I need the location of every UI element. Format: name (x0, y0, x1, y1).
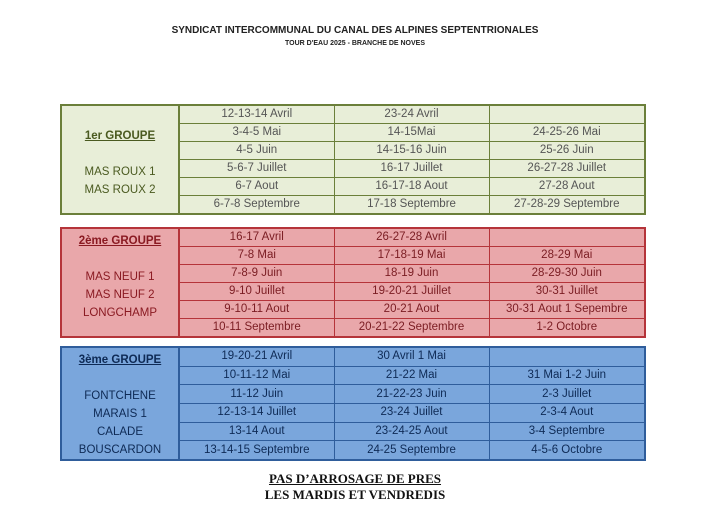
date-cell: 28-29 Mai (489, 247, 645, 265)
site-name: MAS ROUX 1 (84, 166, 156, 178)
date-cell: 4-5 Juin (179, 142, 334, 160)
date-cell: 26-27-28 Juillet (489, 160, 645, 178)
site-name: FONTCHENE (84, 390, 156, 402)
date-cell: 14-15Mai (334, 124, 489, 142)
date-cell: 21-22-23 Juin (334, 385, 489, 404)
date-cell: 23-24-25 Aout (334, 422, 489, 441)
date-cell: 19-20-21 Avril (179, 347, 334, 366)
site-name: MAS NEUF 2 (85, 289, 155, 301)
date-cell: 6-7 Aout (179, 178, 334, 196)
date-cell: 6-7-8 Septembre (179, 196, 334, 215)
date-cell: 25-26 Juin (489, 142, 645, 160)
date-cell: 28-29-30 Juin (489, 265, 645, 283)
date-cell: 4-5-6 Octobre (489, 441, 645, 460)
group-2-table (60, 227, 646, 338)
date-cell: 3-4-5 Mai (179, 124, 334, 142)
date-cell: 18-19 Juin (334, 265, 489, 283)
table-row (61, 347, 645, 366)
date-cell (489, 105, 645, 124)
date-cell: 16-17-18 Aout (334, 178, 489, 196)
date-cell: 31 Mai 1-2 Juin (489, 366, 645, 385)
date-cell: 19-20-21 Juillet (334, 283, 489, 301)
group-label-cell (61, 105, 179, 214)
date-cell: 5-6-7 Juillet (179, 160, 334, 178)
site-name: LONGCHAMP (82, 307, 158, 319)
date-cell: 9-10 Juillet (179, 283, 334, 301)
date-cell: 10-11 Septembre (179, 319, 334, 338)
date-cell: 13-14-15 Septembre (179, 441, 334, 460)
site-name: MAS NEUF 1 (85, 271, 155, 283)
date-cell: 3-4 Septembre (489, 422, 645, 441)
date-cell: 16-17 Avril (179, 228, 334, 247)
date-cell: 13-14 Aout (179, 422, 334, 441)
site-name: CALADE (96, 426, 144, 438)
date-cell: 27-28-29 Septembre (489, 196, 645, 215)
document-subtitle: TOUR D'EAU 2025 - BRANCHE DE NOVES (284, 40, 425, 47)
group-name: 1er GROUPE (84, 130, 156, 142)
group-1-table (60, 104, 646, 215)
date-cell: 9-10-11 Aout (179, 301, 334, 319)
date-cell: 23-24 Avril (334, 105, 489, 124)
site-name: MAS ROUX 2 (84, 184, 156, 196)
date-cell: 17-18 Septembre (334, 196, 489, 215)
date-cell: 7-8 Mai (179, 247, 334, 265)
date-cell: 30-31 Aout 1 Sepembre (489, 301, 645, 319)
date-cell: 12-13-14 Avril (179, 105, 334, 124)
table-row (61, 228, 645, 247)
date-cell: 20-21-22 Septembre (334, 319, 489, 338)
group-name: 3ème GROUPE (78, 354, 162, 366)
date-cell: 17-18-19 Mai (334, 247, 489, 265)
document-title: SYNDICAT INTERCOMMUNAL DU CANAL DES ALPINES SEPTENTRIONALES (171, 25, 539, 36)
date-cell (489, 347, 645, 366)
date-cell: 2-3 Juillet (489, 385, 645, 404)
site-name: BOUSCARDON (78, 444, 162, 456)
date-cell: 12-13-14 Juillet (179, 403, 334, 422)
date-cell: 21-22 Mai (334, 366, 489, 385)
date-cell: 10-11-12 Mai (179, 366, 334, 385)
date-cell: 20-21 Aout (334, 301, 489, 319)
footer-notice-line-2: LES MARDIS ET VENDREDIS (264, 487, 446, 502)
date-cell: 23-24 Juillet (334, 403, 489, 422)
footer-notice-line-1: PAS D’ARROSAGE DE PRES (268, 471, 442, 486)
table-row (61, 105, 645, 124)
date-cell: 14-15-16 Juin (334, 142, 489, 160)
date-cell: 26-27-28 Avril (334, 228, 489, 247)
group-label-cell (61, 228, 179, 337)
date-cell: 7-8-9 Juin (179, 265, 334, 283)
date-cell: 16-17 Juillet (334, 160, 489, 178)
date-cell: 30-31 Juillet (489, 283, 645, 301)
date-cell: 24-25-26 Mai (489, 124, 645, 142)
date-cell: 2-3-4 Aout (489, 403, 645, 422)
site-name: MARAIS 1 (93, 408, 147, 420)
group-3-table (60, 346, 646, 461)
date-cell: 1-2 Octobre (489, 319, 645, 338)
date-cell (489, 228, 645, 247)
date-cell: 11-12 Juin (179, 385, 334, 404)
date-cell: 24-25 Septembre (334, 441, 489, 460)
group-label-cell (61, 347, 179, 460)
group-name: 2ème GROUPE (78, 235, 162, 247)
date-cell: 30 Avril 1 Mai (334, 347, 489, 366)
date-cell: 27-28 Aout (489, 178, 645, 196)
